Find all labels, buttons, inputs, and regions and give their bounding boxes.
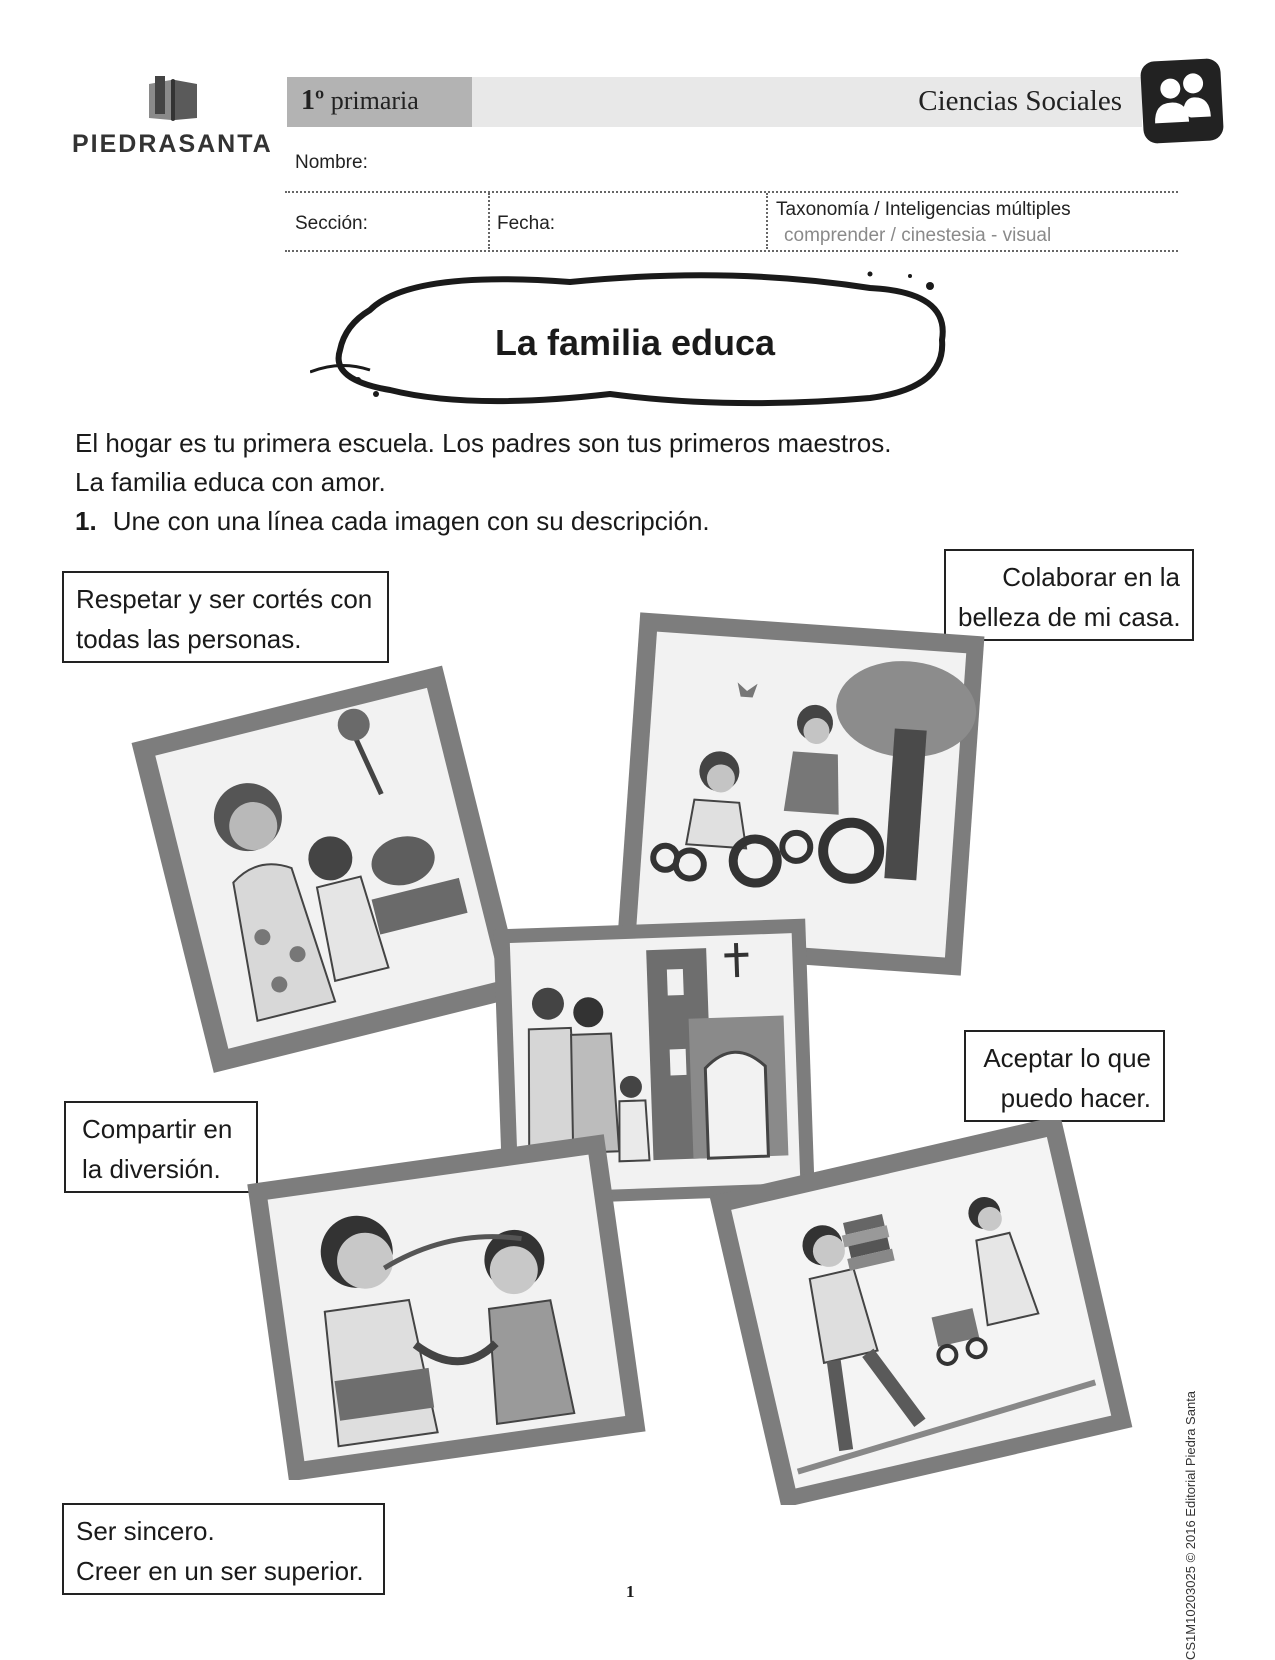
label-text: belleza de mi casa. bbox=[958, 602, 1181, 632]
instruction-text: Une con una línea cada imagen con su descripción. bbox=[112, 506, 710, 536]
label-box-share[interactable] bbox=[64, 1101, 258, 1193]
page-title: La familia educa bbox=[494, 322, 776, 363]
divider bbox=[285, 250, 1178, 252]
instruction-number: 1. bbox=[75, 506, 97, 536]
label-text: puedo hacer. bbox=[1000, 1083, 1151, 1113]
label-text: Compartir en bbox=[82, 1114, 233, 1144]
grade-bar bbox=[287, 77, 472, 127]
book-logo-icon bbox=[145, 76, 201, 122]
divider bbox=[488, 193, 490, 249]
grade-word: primaria bbox=[330, 86, 419, 115]
image-boys-handshake[interactable] bbox=[240, 1130, 650, 1480]
label-text: Respetar y ser cortés con bbox=[76, 584, 373, 614]
label-text: Aceptar lo que bbox=[983, 1043, 1151, 1073]
divider bbox=[766, 193, 768, 249]
taxonomy-value: comprender / cinestesia - visual bbox=[784, 225, 1052, 246]
intro-line-2: La familia educa con amor. bbox=[75, 467, 386, 497]
date-label: Fecha: bbox=[497, 213, 556, 234]
image-mother-cooking[interactable] bbox=[128, 660, 523, 1080]
label-text: Creer en un ser superior. bbox=[76, 1556, 364, 1586]
intro-line-1: El hogar es tu primera escuela. Los padres son tus primeros maestros. bbox=[75, 428, 892, 458]
label-text: todas las personas. bbox=[76, 624, 302, 654]
footer-code: CS1M10203025 © 2016 Editorial Piedra Santa bbox=[1183, 1390, 1198, 1660]
subject-bar bbox=[472, 77, 1142, 127]
label-box-sincere[interactable] bbox=[62, 1503, 385, 1595]
brand-logo: PIEDRASANTA bbox=[72, 130, 273, 158]
subject-title: Ciencias Sociales bbox=[918, 85, 1122, 117]
section-label: Sección: bbox=[295, 213, 368, 234]
name-label: Nombre: bbox=[295, 152, 368, 173]
page-number: 1 bbox=[626, 1582, 635, 1601]
label-box-accept[interactable] bbox=[964, 1030, 1165, 1122]
label-text: Ser sincero. bbox=[76, 1516, 215, 1546]
instruction bbox=[75, 506, 710, 537]
label-box-respect[interactable] bbox=[62, 571, 389, 663]
image-children-carrying[interactable] bbox=[705, 1120, 1135, 1505]
label-text: la diversión. bbox=[82, 1154, 221, 1184]
grade-number: 1º bbox=[301, 85, 325, 116]
people-icon bbox=[1140, 58, 1224, 144]
divider bbox=[285, 191, 1178, 193]
label-text: Colaborar en la bbox=[1002, 562, 1180, 592]
taxonomy-label: Taxonomía / Inteligencias múltiples bbox=[776, 199, 1071, 220]
